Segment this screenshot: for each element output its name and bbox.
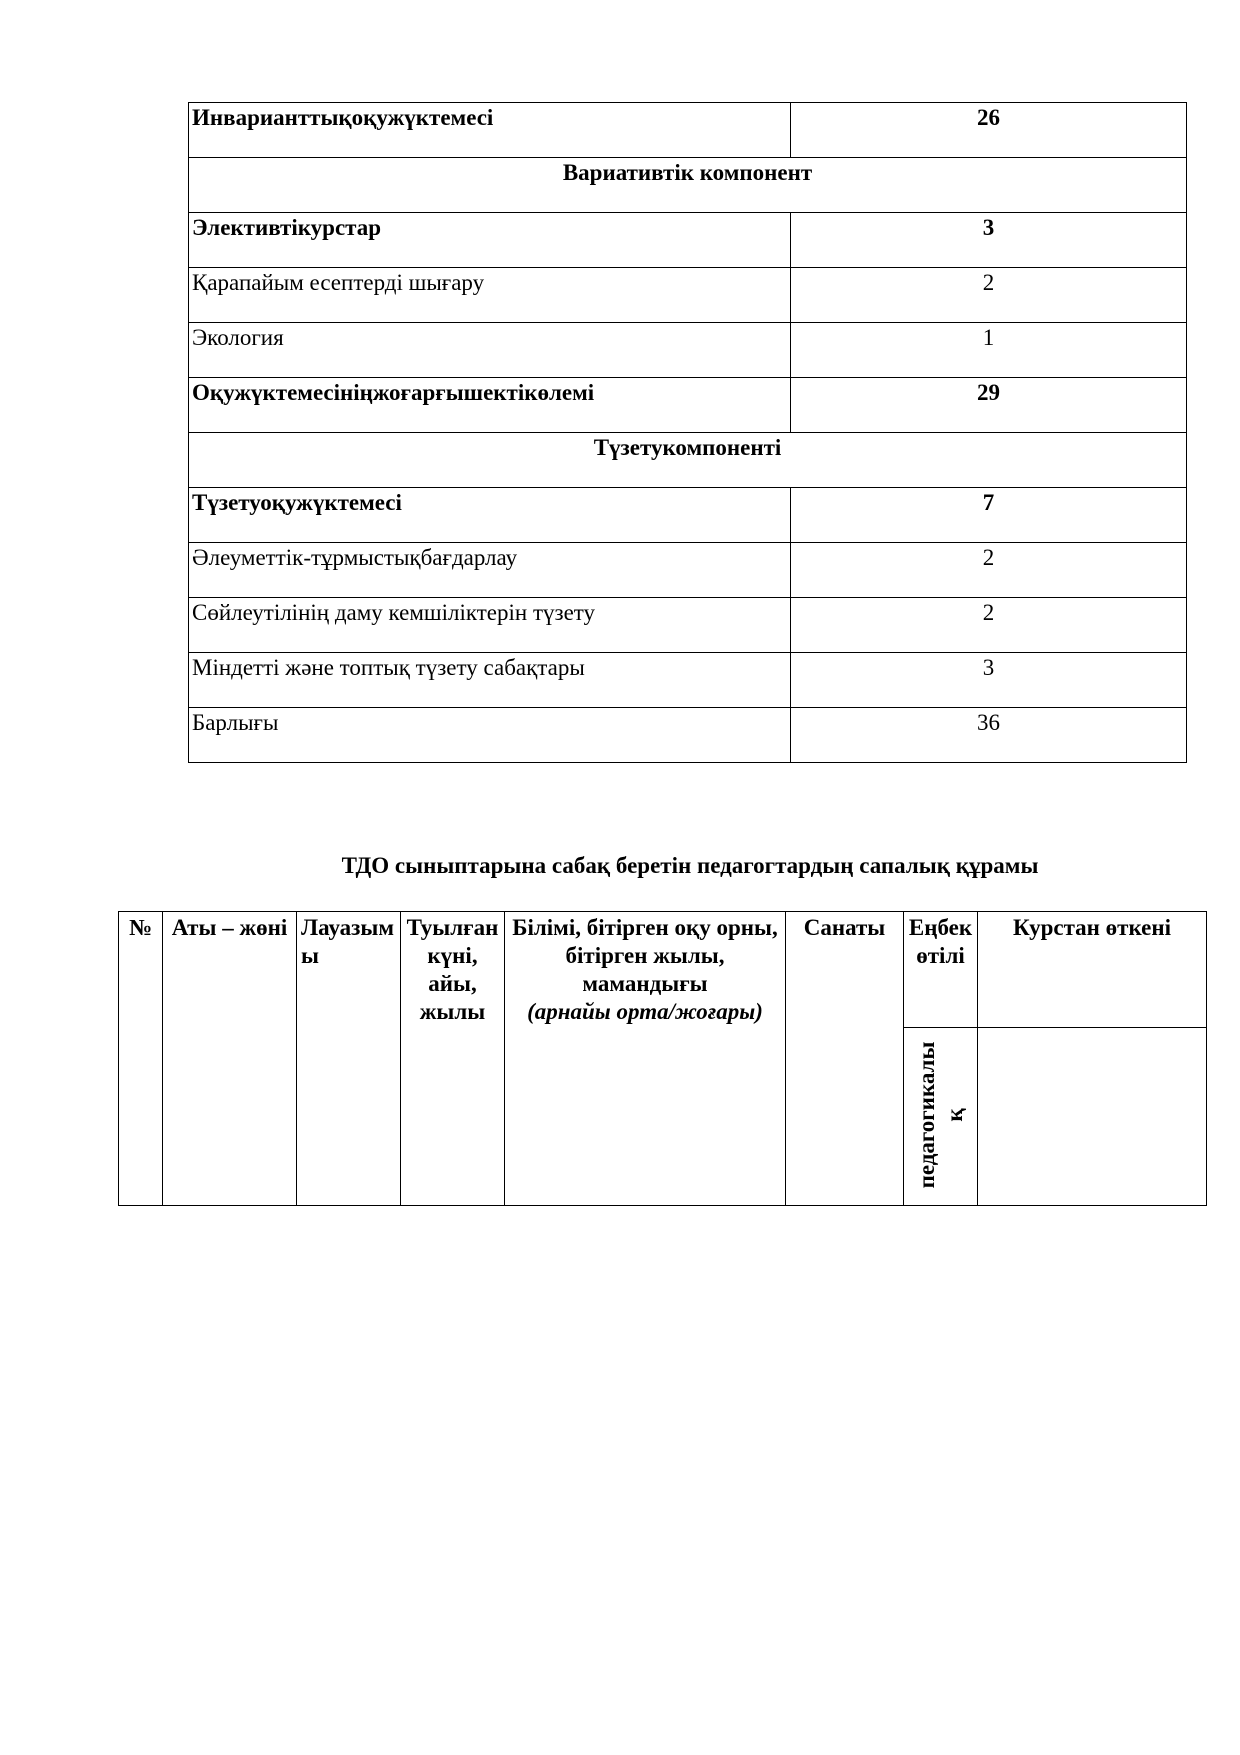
plan-row <box>189 543 1187 598</box>
plan-row <box>189 708 1187 763</box>
row-hours: 2 <box>791 268 1187 323</box>
section-title: Түзетукомпоненті <box>189 433 1187 488</box>
section-row <box>189 433 1187 488</box>
row-label: Әлеуметтік-тұрмыстықбағдарлау <box>189 543 791 598</box>
courses-empty-cell <box>978 1028 1207 1206</box>
header-courses: Курстан өткені <box>978 912 1207 1028</box>
staff-heading: ТДО сыныптарына сабақ беретін педагогтардың сапалық құрамы <box>341 853 1039 878</box>
plan-row <box>189 488 1187 543</box>
row-hours: 36 <box>791 708 1187 763</box>
header-category: Санаты <box>786 912 904 1206</box>
row-hours: 3 <box>791 213 1187 268</box>
section-title: Вариативтік компонент <box>189 158 1187 213</box>
row-hours: 29 <box>791 378 1187 433</box>
plan-row <box>189 213 1187 268</box>
row-label: Экология <box>189 323 791 378</box>
experience-sub-label: педагогикалық <box>913 1041 967 1189</box>
row-hours: 1 <box>791 323 1187 378</box>
plan-row <box>189 268 1187 323</box>
row-hours: 2 <box>791 598 1187 653</box>
header-position: Лауазымы <box>297 912 401 1206</box>
row-label: Міндетті және топтық түзету сабақтары <box>189 653 791 708</box>
plan-row <box>189 598 1187 653</box>
row-label: Барлығы <box>189 708 791 763</box>
row-hours: 2 <box>791 543 1187 598</box>
row-label: Элективтікурстар <box>189 213 791 268</box>
row-hours: 26 <box>791 103 1187 158</box>
row-label: Қарапайым есептерді шығару <box>189 268 791 323</box>
row-hours: 7 <box>791 488 1187 543</box>
plan-row <box>189 653 1187 708</box>
row-label: Оқужүктемесініңжоғарғышектікөлемі <box>189 378 791 433</box>
plan-row <box>189 323 1187 378</box>
row-label: Инварианттықоқужүктемесі <box>189 103 791 158</box>
header-education-text: Білімі, бітірген оқу орны, бітірген жылы, мамандығы <box>512 915 778 996</box>
header-education-note: (арнайы орта/жоғары) <box>527 999 763 1024</box>
section-row <box>189 158 1187 213</box>
header-number: № <box>119 912 163 1206</box>
row-label: Түзетуоқужүктемесі <box>189 488 791 543</box>
header-education <box>505 912 786 1206</box>
row-label: Сөйлеутілінің даму кемшіліктерін түзету <box>189 598 791 653</box>
plan-row <box>189 378 1187 433</box>
curriculum-table <box>188 102 1187 763</box>
header-birth: Туылған күні, айы, жылы <box>401 912 505 1206</box>
header-experience: Еңбек өтілі <box>904 912 978 1028</box>
staff-table <box>118 911 1207 1206</box>
header-experience-sub <box>904 1028 978 1206</box>
header-name: Аты – жөні <box>163 912 297 1206</box>
row-hours: 3 <box>791 653 1187 708</box>
plan-row <box>189 103 1187 158</box>
